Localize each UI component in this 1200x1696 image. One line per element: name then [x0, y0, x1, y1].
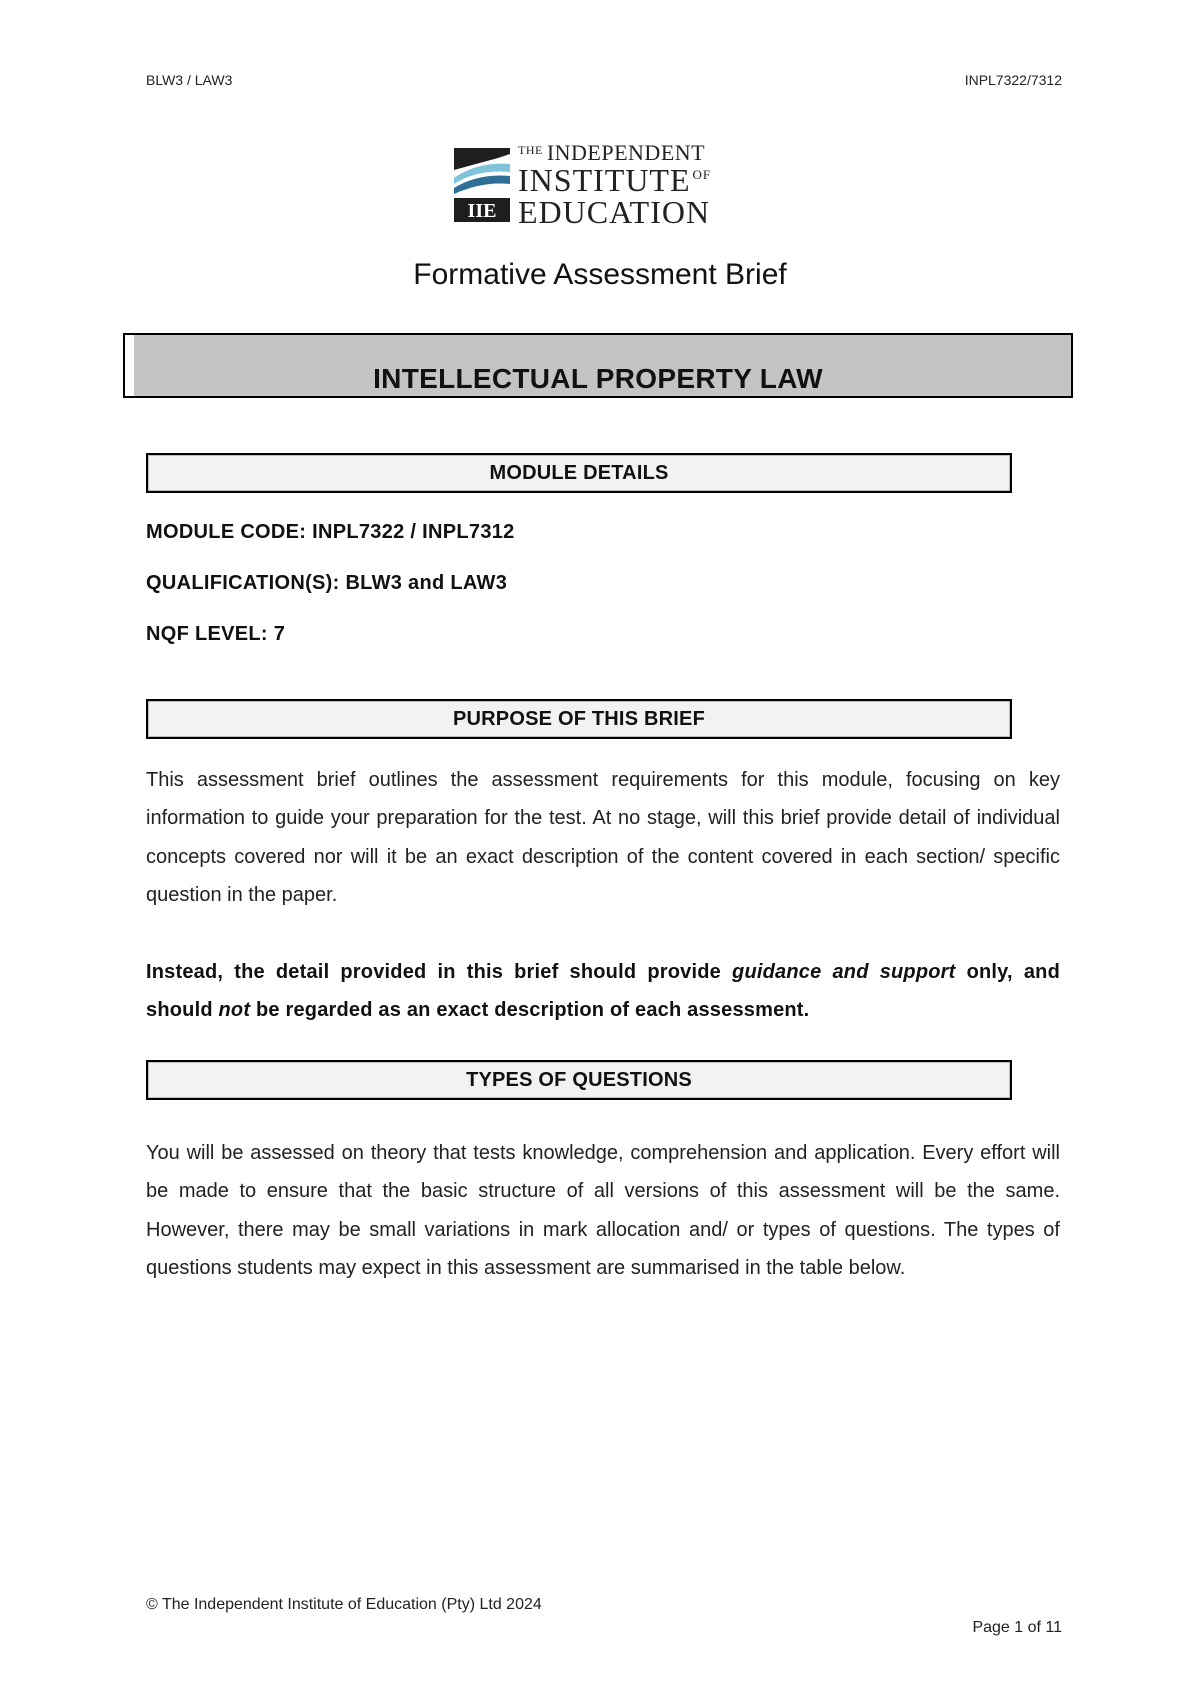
footer-copyright: © The Independent Institute of Education (Pty) Ltd 2024: [146, 1596, 542, 1613]
logo-line1-text: INDEPENDENT: [546, 140, 706, 165]
logo-of-text: OF: [692, 167, 712, 182]
header-right-text: INPL7322/7312: [964, 72, 1062, 88]
logo-the-text: THE: [518, 143, 543, 157]
document-subtitle: Formative Assessment Brief: [413, 258, 787, 291]
module-code: MODULE CODE: INPL7322 / INPL7312: [146, 521, 515, 543]
logo-mark-icon: [454, 142, 510, 224]
purpose-note-part2: only, and should: [146, 961, 1060, 1022]
logo-line2-text: INSTITUTE: [518, 162, 691, 198]
purpose-note-emphasis2: not: [218, 999, 251, 1022]
module-details-heading: MODULE DETAILS: [146, 453, 1012, 493]
purpose-note: [146, 953, 1060, 1030]
types-paragraph: You will be assessed on theory that tests knowledge, comprehension and application. Every effort will be made to ensure that the basic structure of all versions of this assessment will be the same. However, there may be small variations in mark allocation and/ or types of questions. The types of questions students may expect in this assessment are summarised in the table below.: [146, 1142, 1060, 1279]
purpose-heading: PURPOSE OF THIS BRIEF: [146, 699, 1012, 739]
types-heading: TYPES OF QUESTIONS: [146, 1060, 1012, 1100]
module-title: INTELLECTUAL PROPERTY LAW: [373, 363, 823, 394]
qualifications: QUALIFICATION(S): BLW3 and LAW3: [146, 572, 508, 594]
module-title-banner: [123, 333, 1073, 398]
header-left-text: BLW3 / LAW3: [146, 72, 233, 88]
logo-line3-text: EDUCATION: [518, 194, 711, 230]
logo-mark-text: IIE: [467, 200, 497, 222]
page-number: Page 1 of 11: [972, 1619, 1062, 1636]
nqf-level: NQF LEVEL: 7: [146, 623, 286, 645]
purpose-note-part3: be regarded as an exact description of each assessment.: [250, 999, 810, 1022]
purpose-note-emphasis1: guidance and support: [732, 961, 956, 983]
purpose-note-part1: Instead, the detail provided in this brief should provide: [146, 961, 733, 983]
institution-logo: [454, 140, 754, 230]
purpose-paragraph: This assessment brief outlines the assessment requirements for this module, focusing on key information to guide your preparation for the test. At no stage, will this brief provide detail of individual concepts covered nor will it be an exact description of the content covered in each section/ specific question in the paper.: [146, 769, 1060, 906]
